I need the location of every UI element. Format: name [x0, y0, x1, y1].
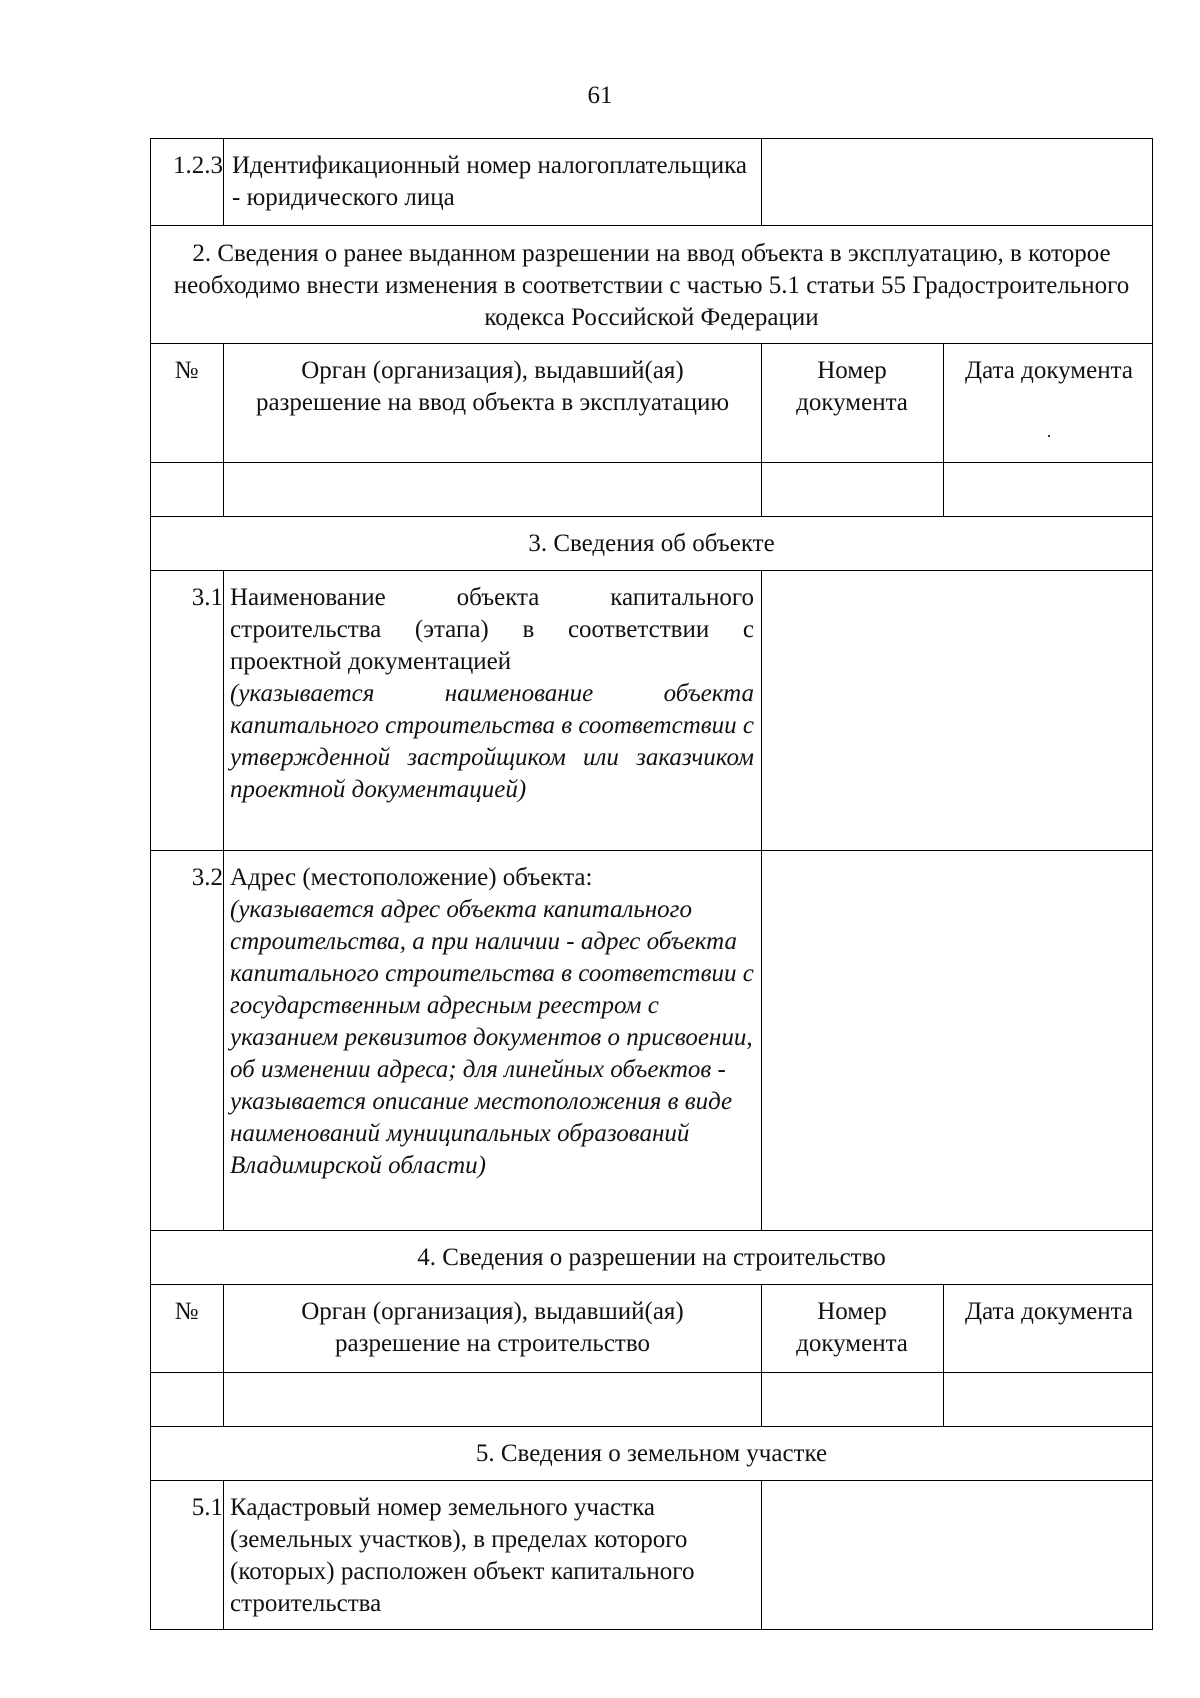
section-2-data-row: [150, 462, 1153, 516]
page-number: 61: [587, 82, 613, 109]
value-field-object-address[interactable]: [765, 854, 1149, 1226]
cell-doc-number[interactable]: [765, 465, 940, 513]
section-5-header: [150, 1426, 1153, 1480]
row-number: 5.1: [191, 1494, 223, 1521]
column-header-doc-number: Номер документа: [796, 357, 908, 416]
row-3-1: [150, 570, 1153, 850]
cell-organ[interactable]: [227, 1375, 757, 1423]
column-header-no: №: [174, 357, 199, 384]
row-number: 3.2: [191, 864, 223, 891]
row-label: Кадастровый номер земельного участка (земельных участков), в пределах которого (которых) расположен объект капитального строительства: [230, 1494, 695, 1617]
row-3-2: [150, 850, 1153, 1230]
row-label: Идентификационный номер налогоплательщика - юридического лица: [232, 152, 748, 211]
value-field-cadastral-number[interactable]: [765, 1484, 1149, 1626]
column-header-no: №: [174, 1298, 199, 1325]
value-field-object-name[interactable]: [765, 574, 1149, 846]
row-label-text: Адрес (местоположение) объекта:: [230, 864, 593, 891]
column-header-doc-date: Дата документа: [965, 357, 1133, 384]
row-note: (указывается адрес объекта капитального строительства, а при наличии - адрес объекта капитального строительства в соответствии с государственным адресным реестром с указанием реквизитов документов о присвоении, об изменении адреса; для линейных объектов - указывается описание местоположения в виде наименований муниципальных образований Владимирской области): [230, 896, 754, 1179]
column-header-doc-date: Дата документа: [965, 1298, 1133, 1325]
section-title: 2. Сведения о ранее выданном разрешении на ввод объекта в эксплуатацию, в которое необходимо внести изменения в соответствии с частью 5.1 статьи 55 Градостроительного кодекса Российской Федерации: [173, 240, 1130, 331]
cell-doc-date[interactable]: [947, 465, 1149, 513]
section-title: 4. Сведения о разрешении на строительство: [417, 1244, 886, 1271]
row-note: (указывается наименование объекта капитального строительства в соответствии с утвержденной застройщиком или заказчиком проектной документацией): [230, 680, 754, 803]
column-header-doc-number: Номер документа: [796, 1298, 908, 1357]
section-4-header: [150, 1230, 1153, 1284]
row-label-text: Наименование объекта капитального строительства (этапа) в соответствии с проектной документацией: [230, 584, 754, 675]
section-2-header: [150, 225, 1153, 343]
cell-no[interactable]: [153, 465, 221, 513]
column-header-organ: Орган (организация), выдавший(ая) разрешение на ввод объекта в эксплуатацию: [255, 357, 730, 416]
row-number: 3.1: [191, 584, 223, 611]
column-header-organ: Орган (организация), выдавший(ая) разрешение на строительство: [301, 1298, 684, 1357]
section-3-header: [150, 516, 1153, 570]
cell-doc-date[interactable]: [947, 1375, 1149, 1423]
cell-organ[interactable]: [227, 465, 757, 513]
section-title: 5. Сведения о земельном участке: [475, 1440, 828, 1467]
row-label: [230, 862, 754, 1182]
section-4-data-row: [150, 1372, 1153, 1426]
row-number: 1.2.3: [173, 152, 223, 179]
row-5-1: [150, 1480, 1153, 1630]
value-field-inn[interactable]: [765, 142, 1149, 221]
row-label: [230, 582, 754, 806]
row-1-2-3: [150, 138, 1153, 225]
section-title: 3. Сведения об объекте: [528, 530, 775, 557]
section-4-columns: [150, 1284, 1153, 1372]
cell-no[interactable]: [153, 1375, 221, 1423]
cell-doc-number[interactable]: [765, 1375, 940, 1423]
section-2-columns: [150, 343, 1153, 462]
